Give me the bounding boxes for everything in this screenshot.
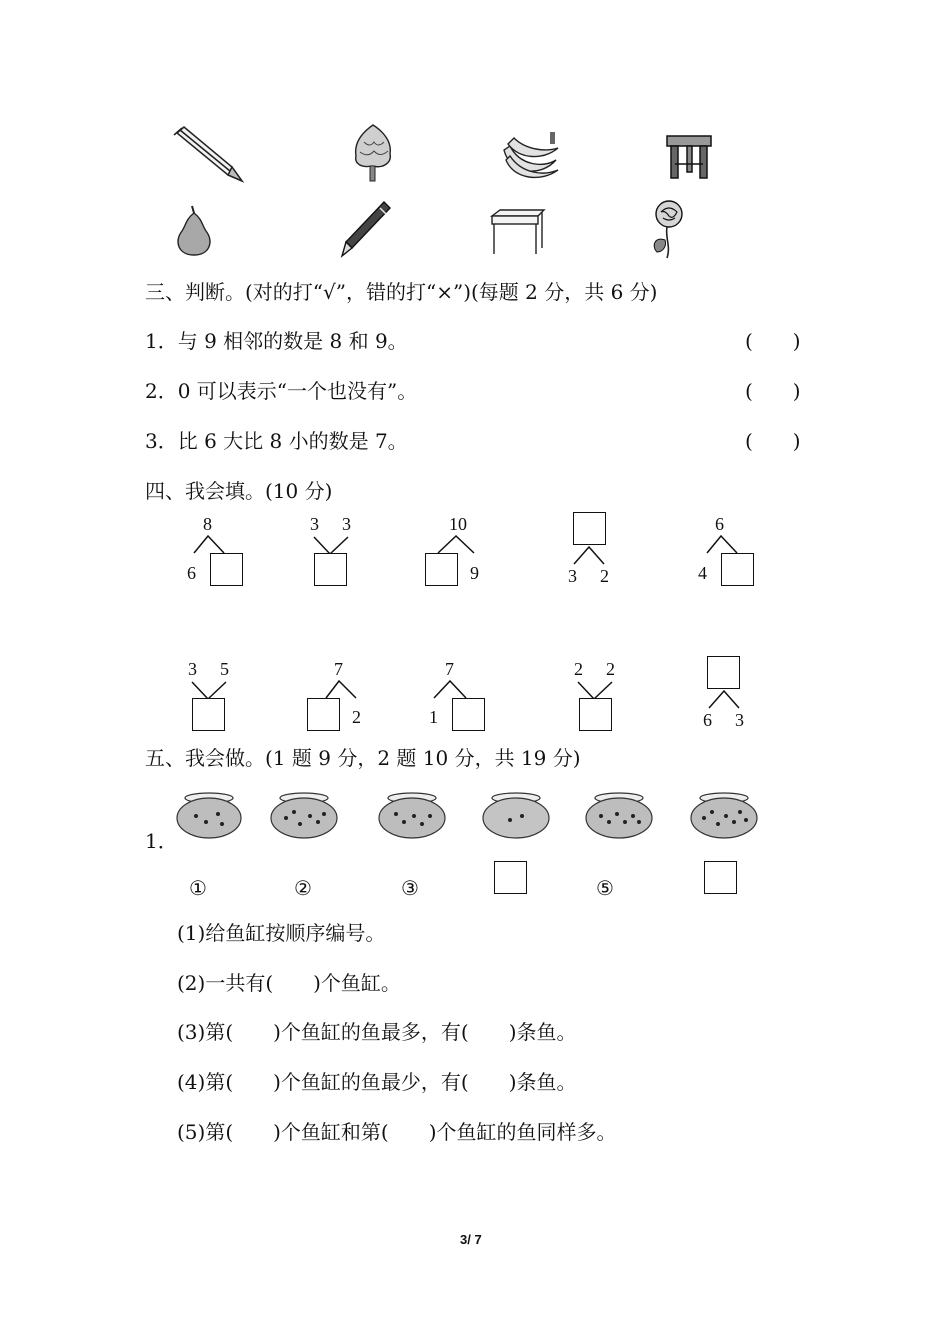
fishbowl-icon — [378, 790, 446, 840]
sub-question-3: (3)第( )个鱼缸的鱼最多，有( )条鱼。 — [177, 1020, 577, 1044]
split-left: 6 — [187, 563, 196, 583]
split-right: 3 — [342, 514, 351, 534]
sub-question-1: (1)给鱼缸按顺序编号。 — [177, 921, 386, 945]
page-number: 3/ 7 — [460, 1232, 482, 1247]
section3-title: 三、判断。(对的打“√”，错的打“×”)(每题 2 分，共 6 分) — [145, 280, 658, 304]
split-right: 3 — [735, 710, 744, 730]
split-left: 4 — [698, 563, 707, 583]
bowl-label-3: ③ — [401, 876, 419, 900]
pear-icon — [172, 205, 216, 257]
fishbowl-icon — [690, 790, 758, 840]
answer-box[interactable] — [425, 553, 458, 586]
judge-item-3: 3．比 6 大比 8 小的数是 7。 — [145, 429, 408, 453]
split-left: 3 — [568, 566, 577, 586]
answer-box[interactable] — [707, 656, 740, 689]
split-left: 3 — [310, 514, 319, 534]
bananas-icon — [500, 130, 562, 182]
answer-box[interactable] — [579, 698, 612, 731]
bowl-label-2: ② — [294, 876, 312, 900]
split-right: 2 — [352, 707, 361, 727]
judge-answer-1[interactable]: ( ) — [745, 329, 801, 353]
split-left: 2 — [574, 659, 583, 679]
answer-box[interactable] — [314, 553, 347, 586]
fishbowl-icon — [482, 790, 550, 840]
table-icon — [488, 208, 546, 256]
stool-icon — [663, 130, 715, 182]
fishbowl-icon — [176, 790, 242, 840]
sub-question-5: (5)第( )个鱼缸和第( )个鱼缸的鱼同样多。 — [177, 1120, 617, 1144]
split-right: 2 — [606, 659, 615, 679]
split-right: 5 — [220, 659, 229, 679]
judge-answer-3[interactable]: ( ) — [745, 429, 801, 453]
split-top: 7 — [445, 659, 454, 679]
bowl-label-box-4[interactable] — [494, 861, 527, 894]
pencil-icon — [172, 125, 247, 185]
section5-title: 五、我会做。(1 题 9 分，2 题 10 分，共 19 分) — [145, 746, 581, 770]
fishbowl-icon — [585, 790, 653, 840]
section4-title: 四、我会填。(10 分) — [145, 479, 333, 503]
split-left: 6 — [703, 710, 712, 730]
sub-question-2: (2)一共有( )个鱼缸。 — [177, 971, 401, 995]
split-right: 2 — [600, 566, 609, 586]
fishbowl-icon — [270, 790, 338, 840]
judge-item-2: 2．0 可以表示“一个也没有”。 — [145, 379, 418, 403]
judge-answer-2[interactable]: ( ) — [745, 379, 801, 403]
judge-item-1: 1．与 9 相邻的数是 8 和 9。 — [145, 329, 408, 353]
sub-question-4: (4)第( )个鱼缸的鱼最少，有( )条鱼。 — [177, 1070, 577, 1094]
tree-icon — [348, 122, 398, 184]
bowl-label-box-6[interactable] — [704, 861, 737, 894]
split-top: 7 — [334, 659, 343, 679]
question-number: 1． — [145, 829, 178, 853]
answer-box[interactable] — [573, 512, 606, 545]
pen-icon — [340, 200, 392, 258]
answer-box[interactable] — [452, 698, 485, 731]
answer-box[interactable] — [307, 698, 340, 731]
answer-box[interactable] — [192, 698, 225, 731]
rose-icon — [645, 198, 693, 260]
split-top: 8 — [203, 514, 212, 534]
split-left: 1 — [429, 707, 438, 727]
bowl-label-5: ⑤ — [596, 876, 614, 900]
answer-box[interactable] — [721, 553, 754, 586]
bowl-label-1: ① — [189, 876, 207, 900]
split-right: 9 — [470, 563, 479, 583]
answer-box[interactable] — [210, 553, 243, 586]
split-top: 6 — [715, 514, 724, 534]
split-top: 10 — [449, 514, 467, 534]
split-left: 3 — [188, 659, 197, 679]
